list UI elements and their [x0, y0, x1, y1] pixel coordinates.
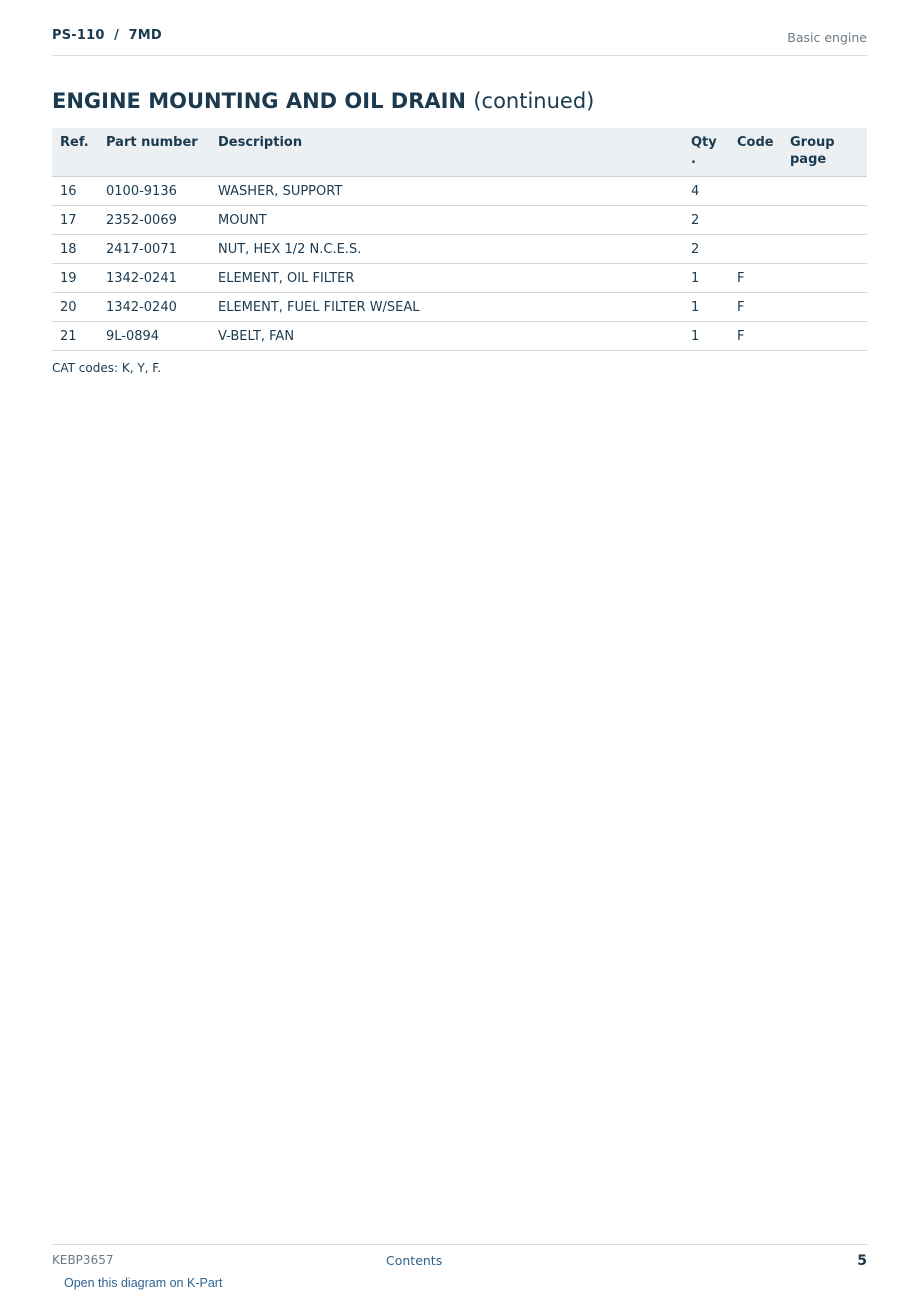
cell-ref: 21	[52, 322, 98, 351]
cell-description: ELEMENT, FUEL FILTER W/SEAL	[210, 293, 683, 322]
cell-code: F	[729, 322, 782, 351]
parts-table	[52, 128, 867, 351]
open-kpart-link[interactable]: Open this diagram on K-Part	[64, 1276, 223, 1290]
cell-part-number: 9L-0894	[98, 322, 210, 351]
cell-code	[729, 206, 782, 235]
page-footer	[52, 1244, 867, 1275]
model-label: PS-110 / 7MD	[52, 28, 162, 43]
cell-description: V-BELT, FAN	[210, 322, 683, 351]
table-row	[52, 235, 867, 264]
cell-part-number: 2417-0071	[98, 235, 210, 264]
cell-description: ELEMENT, OIL FILTER	[210, 264, 683, 293]
page-title	[52, 89, 594, 113]
cell-description: WASHER, SUPPORT	[210, 177, 683, 206]
cell-group-page	[782, 177, 867, 206]
cell-ref: 17	[52, 206, 98, 235]
col-header-part-number: Part number	[98, 128, 210, 177]
cell-code	[729, 177, 782, 206]
title-main: ENGINE MOUNTING AND OIL DRAIN	[52, 89, 467, 113]
contents-link[interactable]: Contents	[386, 1253, 443, 1268]
cell-code: F	[729, 264, 782, 293]
cell-qty: 2	[683, 235, 729, 264]
cell-part-number: 1342-0240	[98, 293, 210, 322]
section-label: Basic engine	[787, 30, 867, 45]
col-header-code: Code	[729, 128, 782, 177]
table-row	[52, 322, 867, 351]
page-header	[52, 28, 867, 56]
cell-group-page	[782, 264, 867, 293]
cell-group-page	[782, 235, 867, 264]
cell-qty: 1	[683, 322, 729, 351]
cell-ref: 16	[52, 177, 98, 206]
page-number: 5	[857, 1253, 867, 1269]
cell-group-page	[782, 293, 867, 322]
col-header-qty: Qty .	[683, 128, 729, 177]
col-header-description: Description	[210, 128, 683, 177]
table-row	[52, 264, 867, 293]
cell-part-number: 0100-9136	[98, 177, 210, 206]
cell-code	[729, 235, 782, 264]
cell-part-number: 1342-0241	[98, 264, 210, 293]
cell-group-page	[782, 322, 867, 351]
title-suffix: (continued)	[473, 89, 595, 113]
cell-ref: 18	[52, 235, 98, 264]
cell-qty: 1	[683, 264, 729, 293]
table-row	[52, 177, 867, 206]
cell-ref: 20	[52, 293, 98, 322]
cell-code: F	[729, 293, 782, 322]
cell-qty: 4	[683, 177, 729, 206]
cell-group-page	[782, 206, 867, 235]
table-row	[52, 293, 867, 322]
document-code: KEBP3657	[52, 1253, 114, 1267]
cell-part-number: 2352-0069	[98, 206, 210, 235]
cell-description: MOUNT	[210, 206, 683, 235]
cell-ref: 19	[52, 264, 98, 293]
cat-codes-note: CAT codes: K, Y, F.	[52, 361, 162, 375]
col-header-group-page: Group page	[782, 128, 867, 177]
table-row	[52, 206, 867, 235]
cell-qty: 1	[683, 293, 729, 322]
cell-description: NUT, HEX 1/2 N.C.E.S.	[210, 235, 683, 264]
col-header-ref: Ref.	[52, 128, 98, 177]
table-header-row	[52, 128, 867, 177]
cell-qty: 2	[683, 206, 729, 235]
